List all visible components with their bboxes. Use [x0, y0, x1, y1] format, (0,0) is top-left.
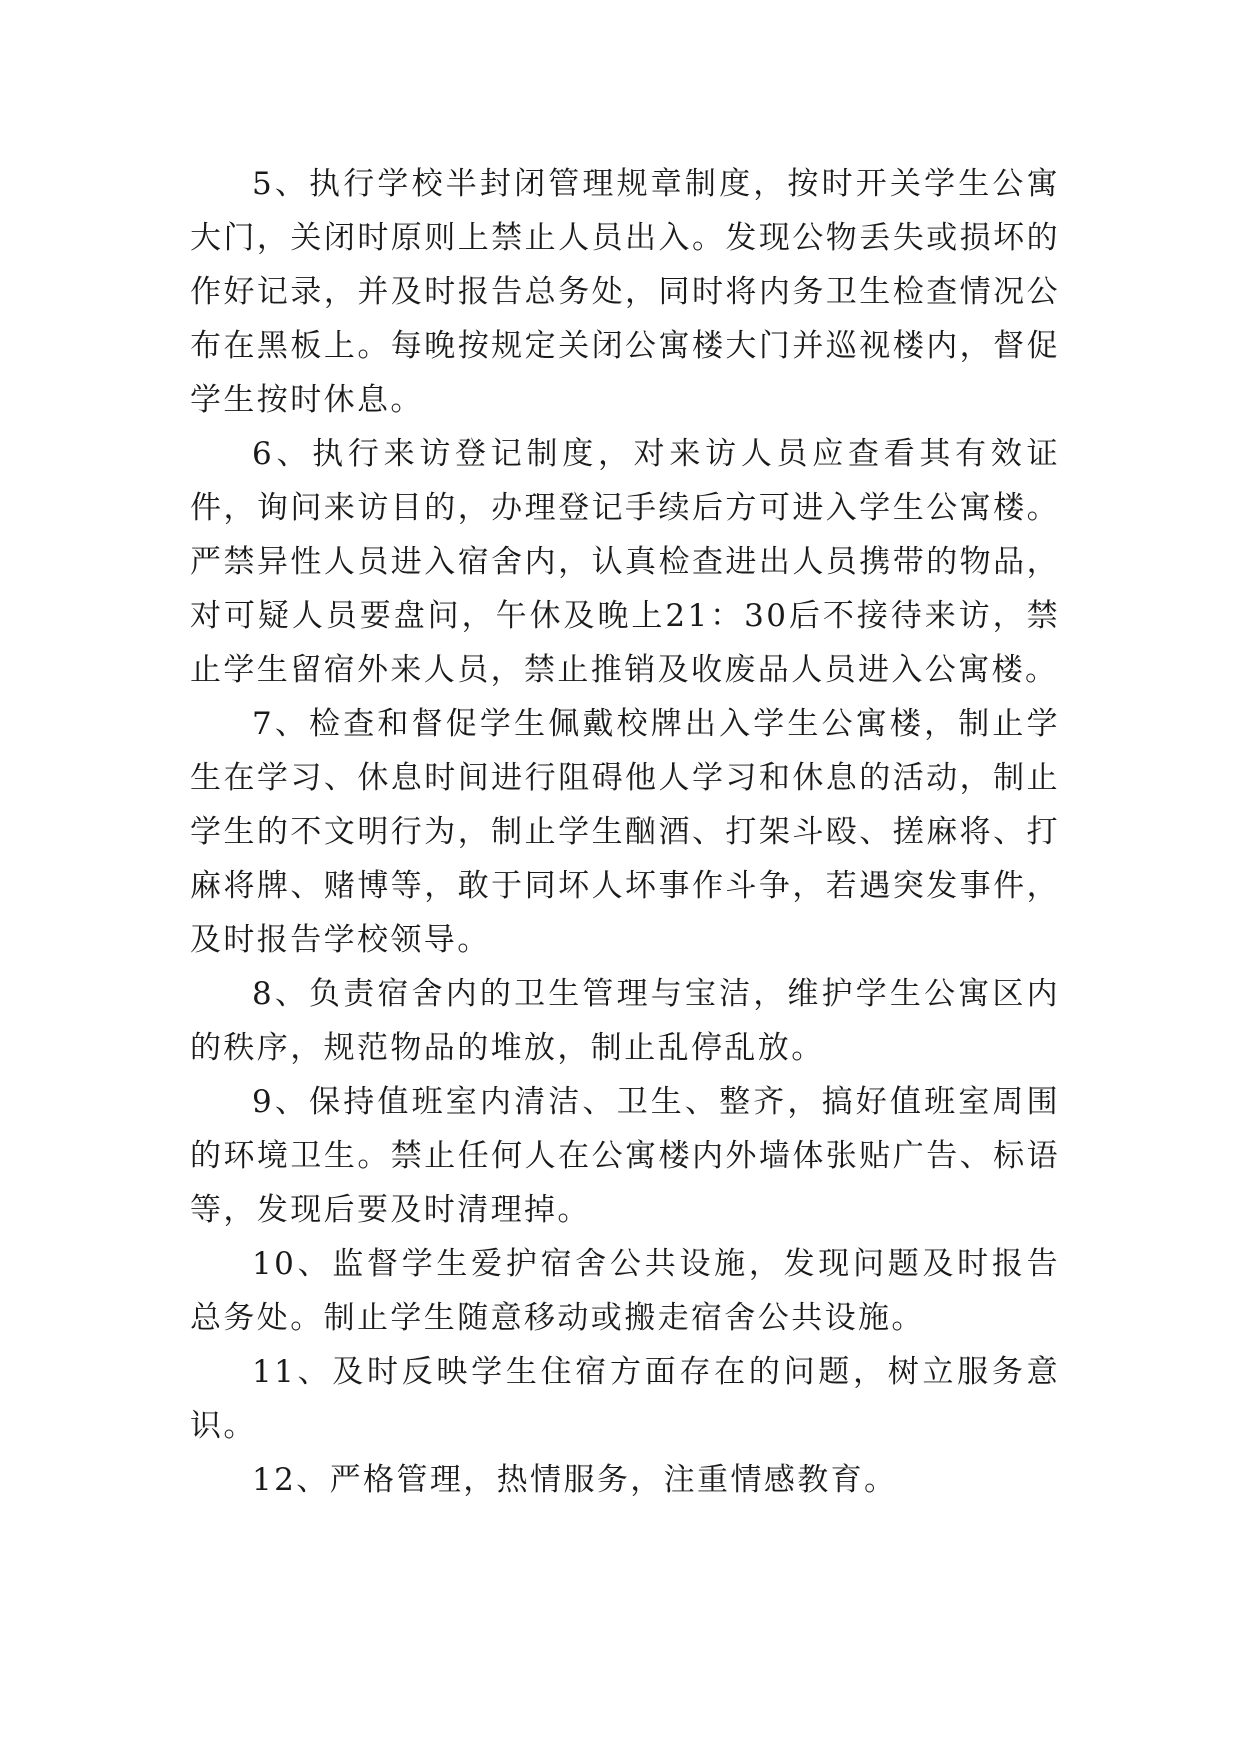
paragraph-item-11: 11、及时反映学生住宿方面存在的问题，树立服务意识。: [190, 1354, 1060, 1444]
paragraph-item-5: 5、执行学校半封闭管理规章制度，按时开关学生公寓大门，关闭时原则上禁止人员出入。发现公物丢失或损坏的作好记录，并及时报告总务处，同时将内务卫生检查情况公布在黑板上。每晚按规定关闭公寓楼大门并巡视楼内，督促学生按时休息。: [190, 166, 1060, 418]
paragraph-item-8: 8、负责宿舍内的卫生管理与宝洁，维护学生公寓区内的秩序，规范物品的堆放，制止乱停乱放。: [190, 976, 1060, 1066]
paragraph-item-6: 6、执行来访登记制度，对来访人员应查看其有效证件，询问来访目的，办理登记手续后方可进入学生公寓楼。严禁异性人员进入宿舍内，认真检查进出人员携带的物品，对可疑人员要盘问，午休及晚上21：30后不接待来访，禁止学生留宿外来人员，禁止推销及收废品人员进入公寓楼。: [190, 436, 1060, 688]
paragraph-item-7: 7、检查和督促学生佩戴校牌出入学生公寓楼，制止学生在学习、休息时间进行阻碍他人学习和休息的活动，制止学生的不文明行为，制止学生酗酒、打架斗殴、搓麻将、打麻将牌、赌博等，敢于同坏人坏事作斗争，若遇突发事件，及时报告学校领导。: [190, 706, 1060, 958]
paragraph-item-9: 9、保持值班室内清洁、卫生、整齐，搞好值班室周围的环境卫生。禁止任何人在公寓楼内外墙体张贴广告、标语等，发现后要及时清理掉。: [190, 1084, 1060, 1228]
paragraph-item-12: 12、严格管理，热情服务，注重情感教育。: [252, 1462, 898, 1498]
paragraph-item-10: 10、监督学生爱护宿舍公共设施，发现问题及时报告总务处。制止学生随意移动或搬走宿舍公共设施。: [190, 1246, 1060, 1336]
document-body: [190, 157, 1060, 1507]
